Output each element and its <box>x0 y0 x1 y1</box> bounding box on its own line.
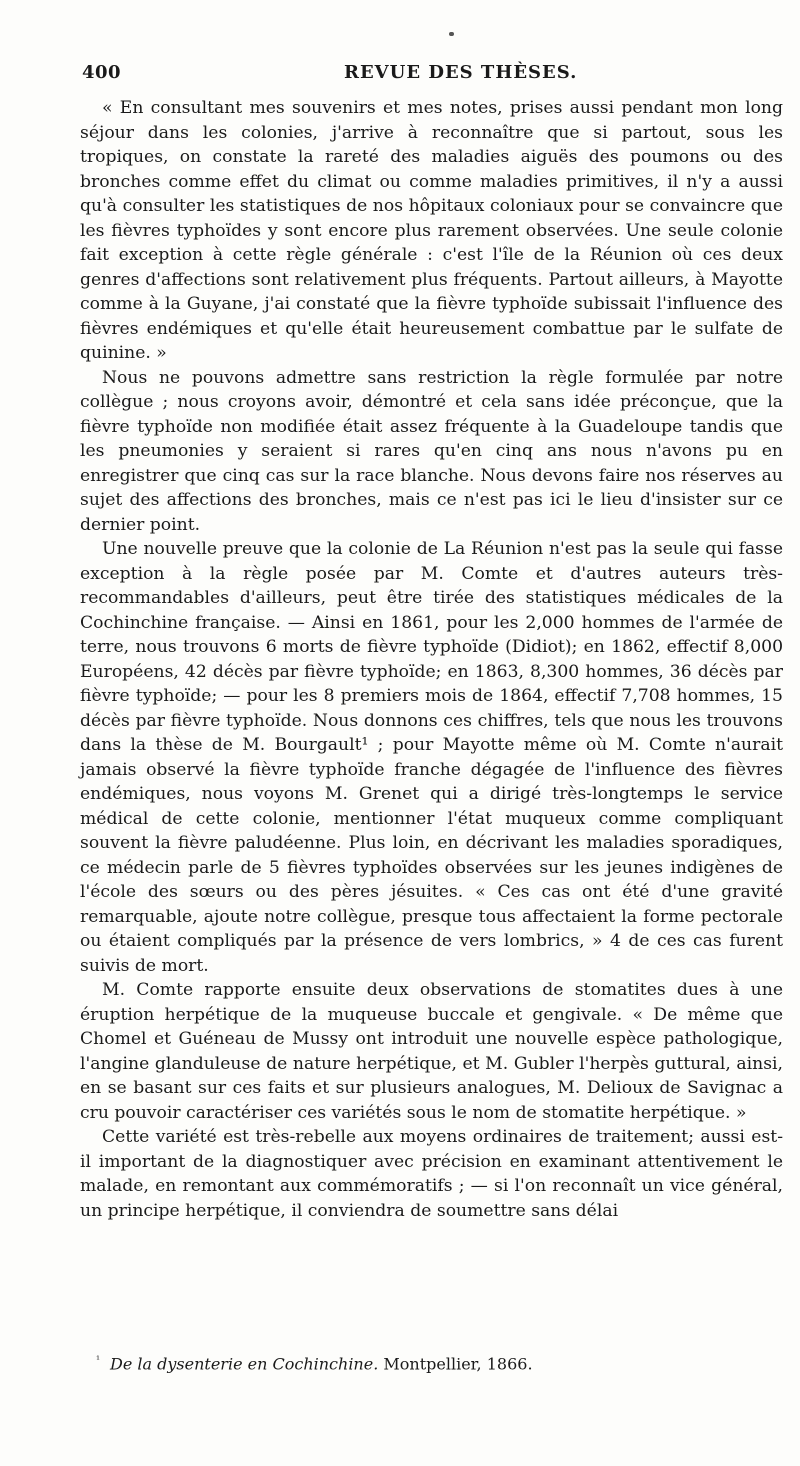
paragraph-restriction: Nous ne pouvons admettre sans restriction la règle formulée par notre collègue ; nous croyons avoir, démontré et cela sans idée préconçue, que la fièvre typhoïde non modifiée était assez fréquente à la Guadeloupe tandis que les pneumonies y seraient si rares qu'en cinq ans nous n'avons pu en enregistrer que cinq cas sur la race blanche. Nous devons faire nos réserves au sujet des affections des bronches, mais ce n'est pas ici le lieu d'insister sur ce dernier point. <box>80 367 783 535</box>
paragraph-quote-comte: « En consultant mes souvenirs et mes notes, prises aussi pendant mon long séjour dans les colonies, j'arrive à reconnaître que si partout, sous les tropiques, on constate la rareté des maladies aiguës des poumons ou des bronches comme effet du climat ou comme maladies primitives, il n'y a aussi qu'à consulter les statistiques de nos hôpitaux coloniaux pour se convaincre que les fièvres typhoïdes y sont encore plus rarement observées. Une seule colonie fait exception à cette règle générale : c'est l'île de la Réunion où ces deux genres d'affections sont relativement plus fréquents. Partout ailleurs, à Mayotte comme à la Guyane, j'ai constaté que la fièvre typhoïde subissait l'influence des fièvres endémiques et qu'elle était heureusement combattue par le sulfate de quinine. » <box>80 98 783 363</box>
footnote <box>96 1350 776 1375</box>
body-text <box>80 96 783 1223</box>
page-number: 400 <box>82 62 122 83</box>
paragraph-stomatites: M. Comte rapporte ensuite deux observations de stomatites dues à une éruption herpétique de la muqueuse buccale et gengivale. « De même que Chomel et Guéneau de Mussy ont introduit une nouvelle espèce pathologique, l'angine glanduleuse de nature herpétique, et M. Gubler l'herpès guttural, ainsi, en se basant sur ces faits et sur plusieurs analogues, M. Delioux de Savignac a cru pouvoir caractériser ces variétés sous le nom de stomatite herpétique. » <box>80 980 783 1123</box>
page-header <box>82 62 782 88</box>
footnote-mark: ¹ <box>96 1355 101 1366</box>
footnote-title: De la dysenterie en Cochinchine. <box>110 1354 379 1374</box>
paragraph-reunion-proof: Une nouvelle preuve que la colonie de La Réunion n'est pas la seule qui fasse exception à la règle posée par M. Comte et d'autres auteurs très-recommandables d'ailleurs, peut être tirée des statistiques médicales de la Cochinchine française. — Ainsi en 1861, pour les 2,000 hommes de l'armée de terre, nous trouvons 6 morts de fièvre typhoïde (Didiot); en 1862, effectif 8,000 Européens, 42 décès par fièvre typhoïde; en 1863, 8,300 hommes, 36 décès par fièvre typhoïde; — pour les 8 premiers mois de 1864, effectif 7,708 hommes, 15 décès par fièvre typhoïde. Nous donnons ces chiffres, tels que nous les trouvons dans la thèse de M. Bourgault¹ ; pour Mayotte même où M. Comte n'aurait jamais observé la fièvre typhoïde franche dégagée de l'influence des fièvres endémiques, nous voyons M. Grenet qui a dirigé très-longtemps le service médical de cette colonie, mentionner l'état muqueux comme compliquant souvent la fièvre paludéenne. Plus loin, en décrivant les maladies sporadiques, ce médecin parle de 5 fièvres typhoïdes observées sur les jeunes indigènes de l'école des sœurs ou des pères jésuites. « Ces cas ont été d'une gravité remarquable, ajoute notre collègue, presque tous affectaient la forme pectorale ou étaient compliqués par la présence de vers lombrics, » 4 de ces cas furent suivis de mort. <box>80 539 783 976</box>
paragraph-treatment: Cette variété est très-rebelle aux moyens ordinaires de traitement; aussi est-il important de la diagnostiquer avec précision en examinant attentivement le malade, en remontant aux commémoratifs ; — si l'on reconnaît un vice général, un principe herpétique, il conviendra de soumettre sans délai <box>80 1127 783 1221</box>
footnote-rest: Montpellier, 1866. <box>378 1354 533 1374</box>
running-title: REVUE DES THÈSES. <box>344 62 578 83</box>
print-speck <box>449 32 454 36</box>
